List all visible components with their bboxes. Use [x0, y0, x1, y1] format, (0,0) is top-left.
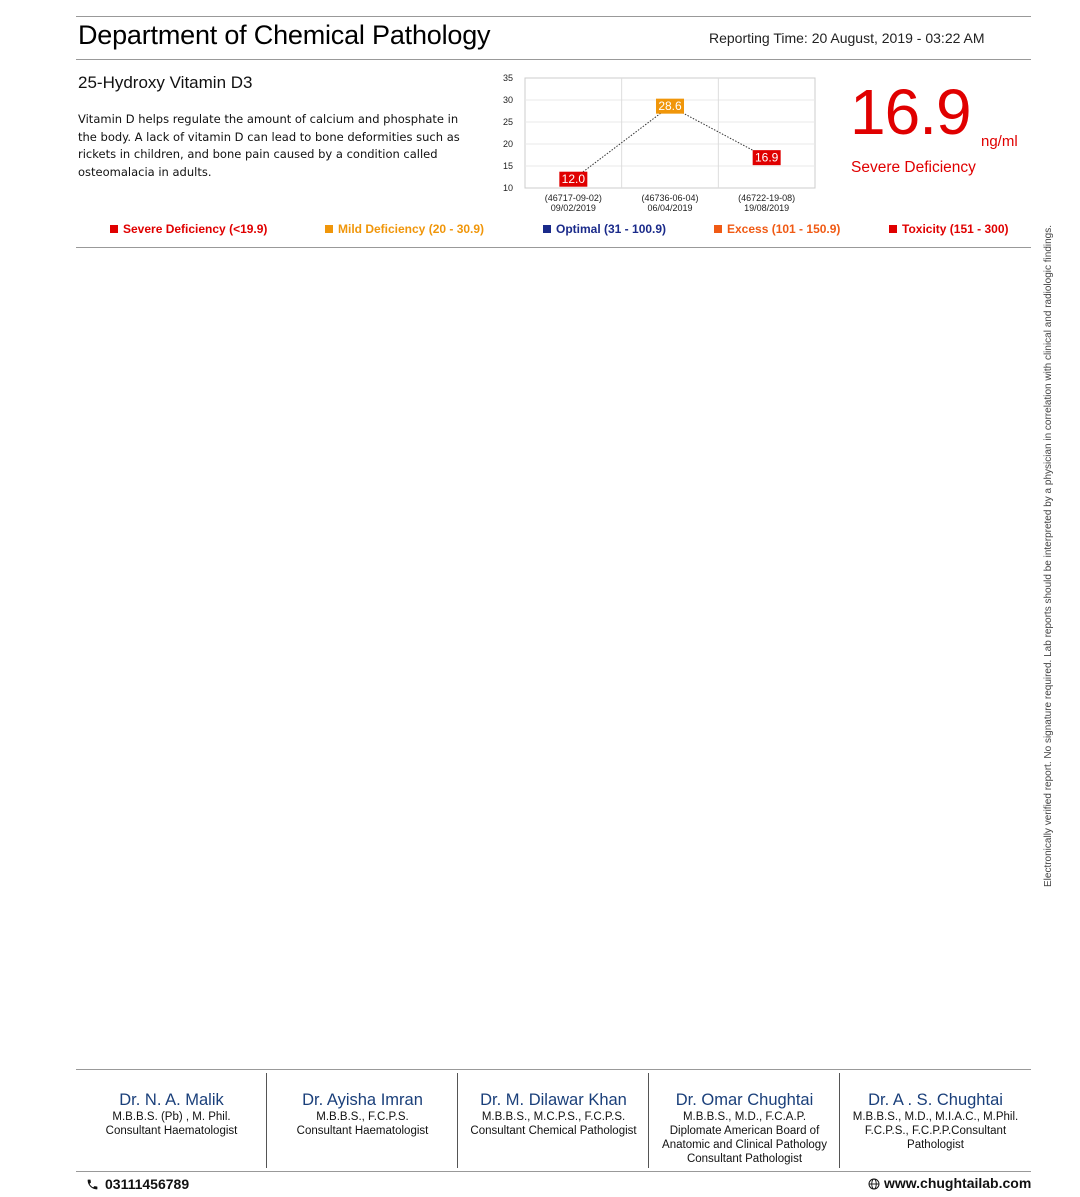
doctor-card — [458, 1073, 649, 1168]
doctor-card — [76, 1073, 267, 1168]
website-url: www.chughtailab.com — [884, 1175, 1032, 1191]
phone-contact[interactable] — [86, 1176, 189, 1192]
legend-swatch — [714, 225, 722, 233]
doctor-title: Anatomic and Clinical Pathology — [662, 1139, 827, 1151]
doctor-name: Dr. N. A. Malik — [119, 1091, 224, 1109]
legend-item-toxicity — [889, 222, 1009, 236]
header-top-rule — [76, 16, 1031, 17]
x-tick-date: 06/04/2019 — [647, 203, 693, 213]
legend-label: Toxicity (151 - 300) — [902, 222, 1009, 236]
doctors-panel — [76, 1073, 1031, 1168]
doctor-name: Dr. M. Dilawar Khan — [480, 1091, 627, 1109]
footer-top-rule — [76, 1069, 1031, 1070]
legend-label: Optimal (31 - 100.9) — [556, 222, 667, 236]
doctor-qualification: M.B.B.S., M.D., M.I.A.C., M.Phil. — [852, 1111, 1019, 1123]
doctor-title: Consultant Haematologist — [105, 1125, 238, 1137]
reporting-time: Reporting Time: 20 August, 2019 - 03:22 AM — [709, 30, 985, 46]
test-description: Vitamin D helps regulate the amount of calcium and phosphate in the body. A lack of vitamin D can lead to bone deformities such as rickets in children, and bone pain caused by a condition called osteomalacia in adults. — [78, 112, 460, 179]
doctor-title: Consultant Chemical Pathologist — [470, 1125, 637, 1137]
header-bottom-rule — [76, 59, 1031, 60]
data-label: 12.0 — [561, 172, 586, 187]
legend-item-mild — [325, 222, 484, 236]
y-tick-label: 20 — [502, 139, 513, 149]
vitamin-d-trend-chart — [490, 68, 830, 220]
legend-label: Severe Deficiency (<19.9) — [123, 222, 268, 236]
x-tick-date: 09/02/2019 — [550, 203, 596, 213]
reference-legend — [76, 222, 1031, 242]
legend-item-severe — [110, 222, 267, 236]
test-name: 25-Hydroxy Vitamin D3 — [78, 73, 253, 92]
result-status: Severe Deficiency — [851, 159, 976, 176]
legend-item-excess — [714, 222, 840, 236]
y-tick-label: 35 — [502, 73, 513, 83]
doctor-title: Consultant Pathologist — [686, 1153, 803, 1165]
legend-label: Mild Deficiency (20 - 30.9) — [338, 222, 485, 236]
legend-swatch — [110, 225, 118, 233]
doctor-title: Pathologist — [907, 1139, 964, 1151]
doctor-title: Diplomate American Board of — [669, 1125, 820, 1137]
doctor-qualification: M.B.B.S., F.C.P.S. — [316, 1111, 409, 1123]
x-tick-label: (46717-09-02) — [544, 193, 602, 203]
doctor-title: Consultant Haematologist — [296, 1125, 429, 1137]
result-unit: ng/ml — [981, 133, 1018, 150]
doctor-name: Dr. A . S. Chughtai — [868, 1091, 1003, 1109]
x-tick-date: 19/08/2019 — [744, 203, 790, 213]
doctor-qualification: M.B.B.S., M.C.P.S., F.C.P.S. — [481, 1111, 626, 1123]
doctor-name: Dr. Omar Chughtai — [675, 1091, 814, 1109]
legend-swatch — [889, 225, 897, 233]
result-value: 16.9 — [850, 76, 971, 148]
y-tick-label: 30 — [502, 95, 513, 105]
phone-icon — [86, 1178, 99, 1191]
legend-item-optimal — [543, 222, 666, 236]
legend-label: Excess (101 - 150.9) — [727, 222, 841, 236]
legend-swatch — [325, 225, 333, 233]
legend-rule — [76, 247, 1031, 248]
doctor-card — [840, 1073, 1031, 1168]
verification-note: Electronically verified report. No signature required. Lab reports should be interpreted by a physician in correlation with clinical and radiologic findings. — [1043, 224, 1054, 887]
phone-number: 03111456789 — [105, 1176, 190, 1192]
doctor-title: F.C.P.S., F.C.P.P.Consultant — [864, 1125, 1007, 1137]
globe-icon — [868, 1178, 880, 1190]
data-label: 28.6 — [658, 99, 682, 114]
x-tick-label: (46736-06-04) — [641, 193, 699, 203]
footer-bottom-rule — [76, 1171, 1031, 1172]
doctor-qualification: M.B.B.S. (Pb) , M. Phil. — [112, 1111, 231, 1123]
website-link[interactable] — [868, 1175, 1031, 1191]
data-label: 16.9 — [754, 150, 779, 165]
x-tick-label: (46722-19-08) — [738, 193, 796, 203]
y-tick-label: 25 — [502, 117, 513, 127]
legend-swatch — [543, 225, 551, 233]
doctor-card — [649, 1073, 840, 1168]
doctor-qualification: M.B.B.S., M.D., F.C.A.P. — [682, 1111, 807, 1123]
y-tick-label: 10 — [502, 183, 513, 193]
doctor-name: Dr. Ayisha Imran — [302, 1091, 423, 1109]
y-tick-label: 15 — [502, 161, 513, 171]
doctor-card — [267, 1073, 458, 1168]
department-title: Department of Chemical Pathology — [78, 20, 491, 50]
